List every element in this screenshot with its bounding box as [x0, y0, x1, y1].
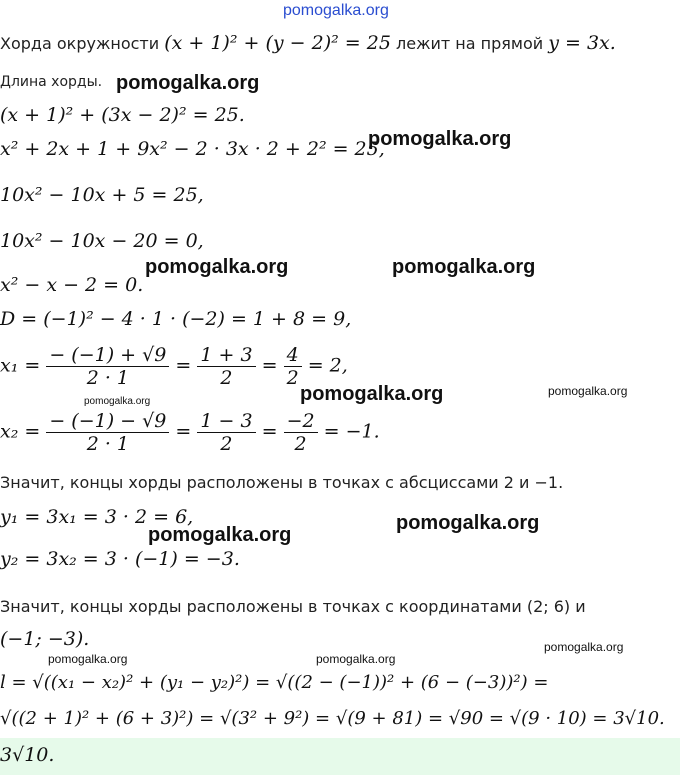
watermark: pomogalka.org	[300, 383, 444, 405]
circle-equation: (x + 1)² + (y − 2)² = 25	[164, 32, 391, 54]
problem-statement	[0, 32, 616, 54]
watermark: pomogalka.org	[145, 256, 289, 278]
watermark: pomogalka.org	[392, 256, 536, 278]
chord-length-line-1: l = √((x₁ − x₂)² + (y₁ − y₂)²) = √((2 − (−1))² + (6 − (−3))²) =	[0, 672, 549, 693]
answer-value: 3√10.	[0, 744, 55, 766]
root-x1: x₁ = $\frac{- (-1) + √9}{2 \cdot 1}$ = $\frac{1 + 3}{2}$ = $\frac{4}{2}$ = 2,	[0, 344, 348, 389]
equation-5: x² − x − 2 = 0.	[0, 274, 144, 296]
ordinate-y2: y₂ = 3x₂ = 3 · (−1) = −3.	[0, 548, 240, 570]
chord-length-label: Длина хорды.	[0, 74, 103, 90]
watermark-small: pomogalka.org	[48, 652, 128, 666]
x1-result: = 2,	[307, 354, 348, 377]
equation-1: (x + 1)² + (3x − 2)² = 25.	[0, 104, 245, 126]
equation-3: 10x² − 10x + 5 = 25,	[0, 184, 204, 206]
x2-fraction-1: $\frac{- (-1) - √9}{2 \cdot 1}$	[46, 410, 169, 455]
x1-fraction-3: $\frac{4}{2}$	[284, 344, 302, 389]
watermark: pomogalka.org	[148, 524, 292, 546]
answer-box	[0, 738, 680, 775]
x1-fraction-1: $\frac{- (-1) + √9}{2 \cdot 1}$	[46, 344, 169, 389]
x2-lhs: x₂ =	[0, 420, 41, 443]
watermark-small: pomogalka.org	[316, 652, 396, 666]
x2-fraction-3: $\frac{-2}{2}$	[284, 410, 318, 455]
x1-fraction-2: $\frac{1 + 3}{2}$	[197, 344, 255, 389]
watermark: pomogalka.org	[116, 72, 260, 94]
x1-lhs: x₁ =	[0, 354, 41, 377]
equation-2: x² + 2x + 1 + 9x² − 2 · 3x · 2 + 2² = 25,	[0, 138, 385, 160]
root-x2: x₂ = $\frac{- (-1) - √9}{2 \cdot 1}$ = $\frac{1 - 3}{2}$ = $\frac{-2}{2}$ = −1.	[0, 410, 380, 455]
ordinate-y1: y₁ = 3x₁ = 3 · 2 = 6,	[0, 506, 194, 528]
chord-length-line-2: √((2 + 1)² + (6 + 3)²) = √(3² + 9²) = √(9 + 81) = √90 = √(9 · 10) = 3√10.	[0, 708, 665, 729]
watermark-top: pomogalka.org	[283, 2, 389, 19]
x2-fraction-2: $\frac{1 - 3}{2}$	[197, 410, 255, 455]
line-equation: y = 3x.	[548, 32, 616, 54]
watermark: pomogalka.org	[368, 128, 512, 150]
discriminant: D = (−1)² − 4 · 1 · (−2) = 1 + 8 = 9,	[0, 308, 352, 330]
conclusion-coordinates-cont: (−1; −3).	[0, 628, 90, 650]
conclusion-abscissas: Значит, концы хорды расположены в точках с абсциссами 2 и −1.	[0, 473, 564, 492]
equation-4: 10x² − 10x − 20 = 0,	[0, 230, 204, 252]
conclusion-coordinates: Значит, концы хорды расположены в точках с координатами (2; 6) и	[0, 597, 586, 616]
intro-prefix: Хорда окружности	[0, 34, 160, 53]
watermark-small: pomogalka.org	[544, 640, 624, 654]
watermark-small: pomogalka.org	[84, 396, 151, 407]
watermark: pomogalka.org	[396, 512, 540, 534]
x2-result: = −1.	[323, 420, 380, 443]
watermark-small: pomogalka.org	[548, 384, 628, 398]
intro-middle: лежит на прямой	[396, 34, 544, 53]
